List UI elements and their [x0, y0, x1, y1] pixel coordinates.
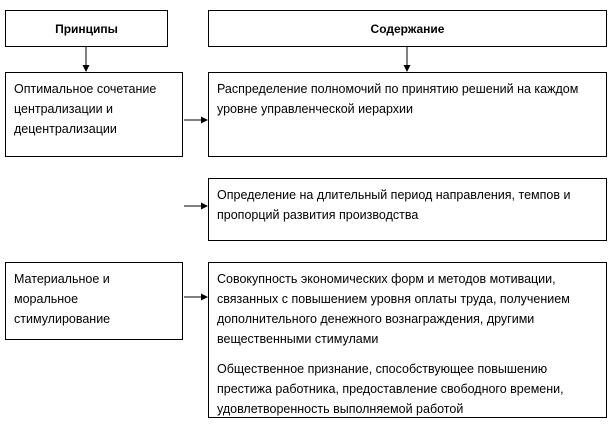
content-text: Общественное признание, способствующее повышению престижа работника, предоставление свободного времени, удовлетворенность выполняемой работой: [217, 362, 564, 416]
content-header-label: Содержание: [370, 21, 445, 36]
content-text: Распределение полномочий по принятию решений на каждом уровне управленческой иерархии: [217, 82, 579, 116]
content-text: Определение на длительный период направления, темпов и пропорций развития производства: [217, 188, 571, 222]
principles-header-label: Принципы: [55, 21, 118, 36]
principle-text: Материальное и моральное стимулирование: [14, 272, 111, 326]
content-text: Совокупность экономических форм и методов мотивации, связанных с повышением уровня оплаты труда, получением дополнительного денежного вознаграждения, другими вещественными стимулами: [217, 272, 570, 346]
principle-text: Оптимальное сочетание централизации и децентрализации: [14, 82, 157, 136]
